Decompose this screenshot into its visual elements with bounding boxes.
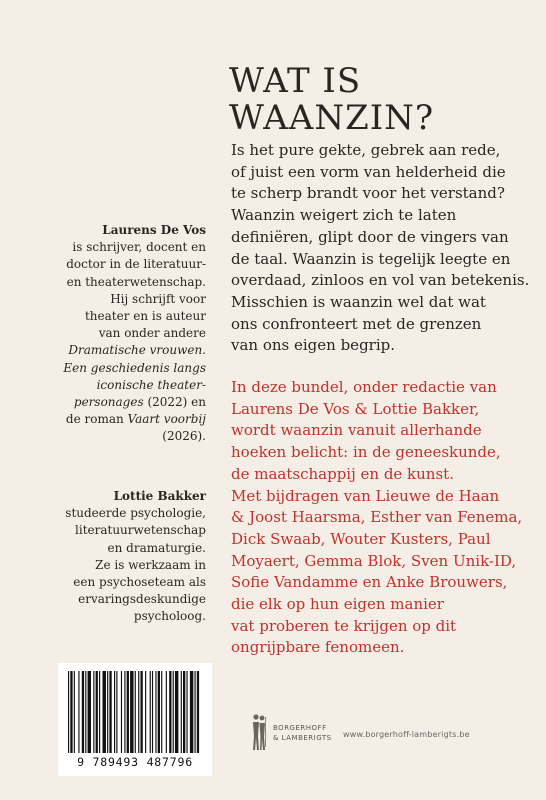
barcode-bar [96,671,98,753]
barcode-bar [158,671,160,753]
bio-line-italic [63,377,206,394]
book-title-italic: Dramatische vrouwen. [68,343,206,358]
bio-text: de roman [65,412,128,427]
blurb-line: overdaad, zinloos en vol van betekenis. [231,271,530,290]
publisher-name-line: BORGERHOFF [273,724,327,732]
bio-line: Hij schrijft voor [110,291,206,306]
book-title [229,63,434,137]
barcode-bar [175,671,178,753]
contributors-line: & Joost Haarsma, Esther van Fenema, [231,508,523,527]
author-name: Laurens De Vos [102,223,206,237]
barcode-bar [70,671,72,753]
bio-line: een psychoseteam als [73,575,206,590]
barcode-bar [116,671,117,753]
contributors-line: vat proberen te krijgen op dit [231,616,457,635]
contributors-line: Met bijdragen van Lieuwe de Haan [231,486,500,505]
bio-line: Ze is werkzaam in [95,557,206,572]
publisher-name-line: & LAMBERIGTS [273,734,332,742]
barcode-bar [130,671,133,753]
barcode-bar [190,671,193,753]
contributors-line: hoeken belicht: in de geneeskunde, [231,443,501,462]
barcode-bar [186,671,187,753]
barcode-bar [114,671,115,753]
blurb-line: Misschien is waanzin wel dat wat [231,292,486,311]
bio-line [63,411,206,428]
bio-line: theater en is auteur [84,309,206,324]
contributors-line: die elk op hun eigen manier [231,595,444,614]
book-title-italic: Een geschiedenis langs [63,360,206,375]
bio-line: en dramaturgie. [107,540,206,555]
bio-line: en theaterwetenschap. [66,274,206,289]
blurb-line: definiëren, glipt door de vingers van [231,227,509,246]
contributors-paragraph [231,377,531,659]
barcode-bar [181,671,182,753]
barcode-bar [127,671,129,753]
bio-line: is schrijver, docent en [72,240,206,255]
blurb-line: van ons eigen begrip. [231,336,396,355]
barcode-bar [169,671,171,753]
barcode-bar [152,671,153,753]
barcode-bar [138,671,139,753]
author-bio-lottie [65,488,206,626]
bio-line: ervaringsdeskundige [78,592,206,607]
barcode-bar [183,671,185,753]
barcode-bar [121,671,122,753]
publisher-name [273,723,332,743]
contributors-line: Sofie Vandamme en Anke Brouwers, [231,573,508,592]
barcode-bars [66,671,204,755]
barcode-bar [124,671,125,753]
bio-line [63,394,206,411]
barcode-bar [166,671,167,753]
barcode-bar [88,671,91,753]
contributors-line: In deze bundel, onder redactie van [231,378,497,396]
publisher-url: www.borgerhoff-lamberigts.be [343,730,470,739]
bio-line: psycholoog. [133,609,206,624]
barcode-bar [74,671,75,753]
blurb-line: Is het pure gekte, gebrek aan rede, [231,141,501,159]
barcode-bar [107,671,108,753]
barcode-bar [145,671,146,753]
barcode-bar [78,671,79,753]
contributors-line: ongrijpbare fenomeen. [231,638,405,657]
contributors-line: Moyaert, Gemma Blok, Sven Unik-ID, [231,551,517,570]
novel-title-italic: Vaart voorbij [127,412,206,427]
title-line: WAANZIN? [229,98,435,138]
barcode-bar [135,671,136,753]
title-line: WAT IS [229,61,362,101]
author-name: Lottie Bakker [113,489,206,503]
barcode-bar [68,671,69,753]
blurb-line: of juist een vorm van helderheid die [231,162,506,181]
blurb-line: ons confronteert met de grenzen [231,314,482,333]
barcode-bar [173,671,174,753]
barcode-bar [82,671,84,753]
barcode-bar [103,671,106,753]
blurb-line: de taal. Waanzin is tegelijk leegte en [231,249,511,268]
book-title-italic: iconische theater- [96,377,206,392]
publisher-divider [265,717,266,747]
bio-text: (2022) en [143,395,206,410]
bio-line: (2026). [162,429,206,444]
barcode-bar [99,671,100,753]
barcode-bar [93,671,94,753]
contributors-line: Laurens De Vos & Lottie Bakker, [231,399,480,418]
bio-line: van onder andere [98,326,206,341]
blurb-line: te scherp brandt voor het verstand? [231,184,505,203]
barcode-bar [197,671,199,753]
barcode-bar [109,671,111,753]
contributors-line: wordt waanzin vanuit allerhande [231,421,482,440]
author-bio-laurens [63,222,206,446]
barcode-bar [85,671,86,753]
barcode-bar [150,671,151,753]
barcode-bar [155,671,156,753]
bio-line: literatuurwetenschap [75,523,206,538]
bio-line-italic [63,342,206,359]
blurb-paragraph [231,140,531,357]
contributors-line: Dick Swaab, Wouter Kusters, Paul [231,529,491,548]
blurb-line: Waanzin weigert zich te laten [231,206,457,225]
isbn-number: 9 789493 487796 [77,755,193,769]
bio-line: studeerde psychologie, [65,506,206,521]
book-title-italic: personages [73,395,144,410]
barcode-bar [161,671,162,753]
isbn-barcode [58,663,212,776]
bio-line: doctor in de literatuur- [66,257,206,272]
barcode-bar [195,671,196,753]
barcode-bar [140,671,142,753]
bio-line-italic [63,360,206,377]
contributors-line: de maatschappij en de kunst. [231,464,454,483]
